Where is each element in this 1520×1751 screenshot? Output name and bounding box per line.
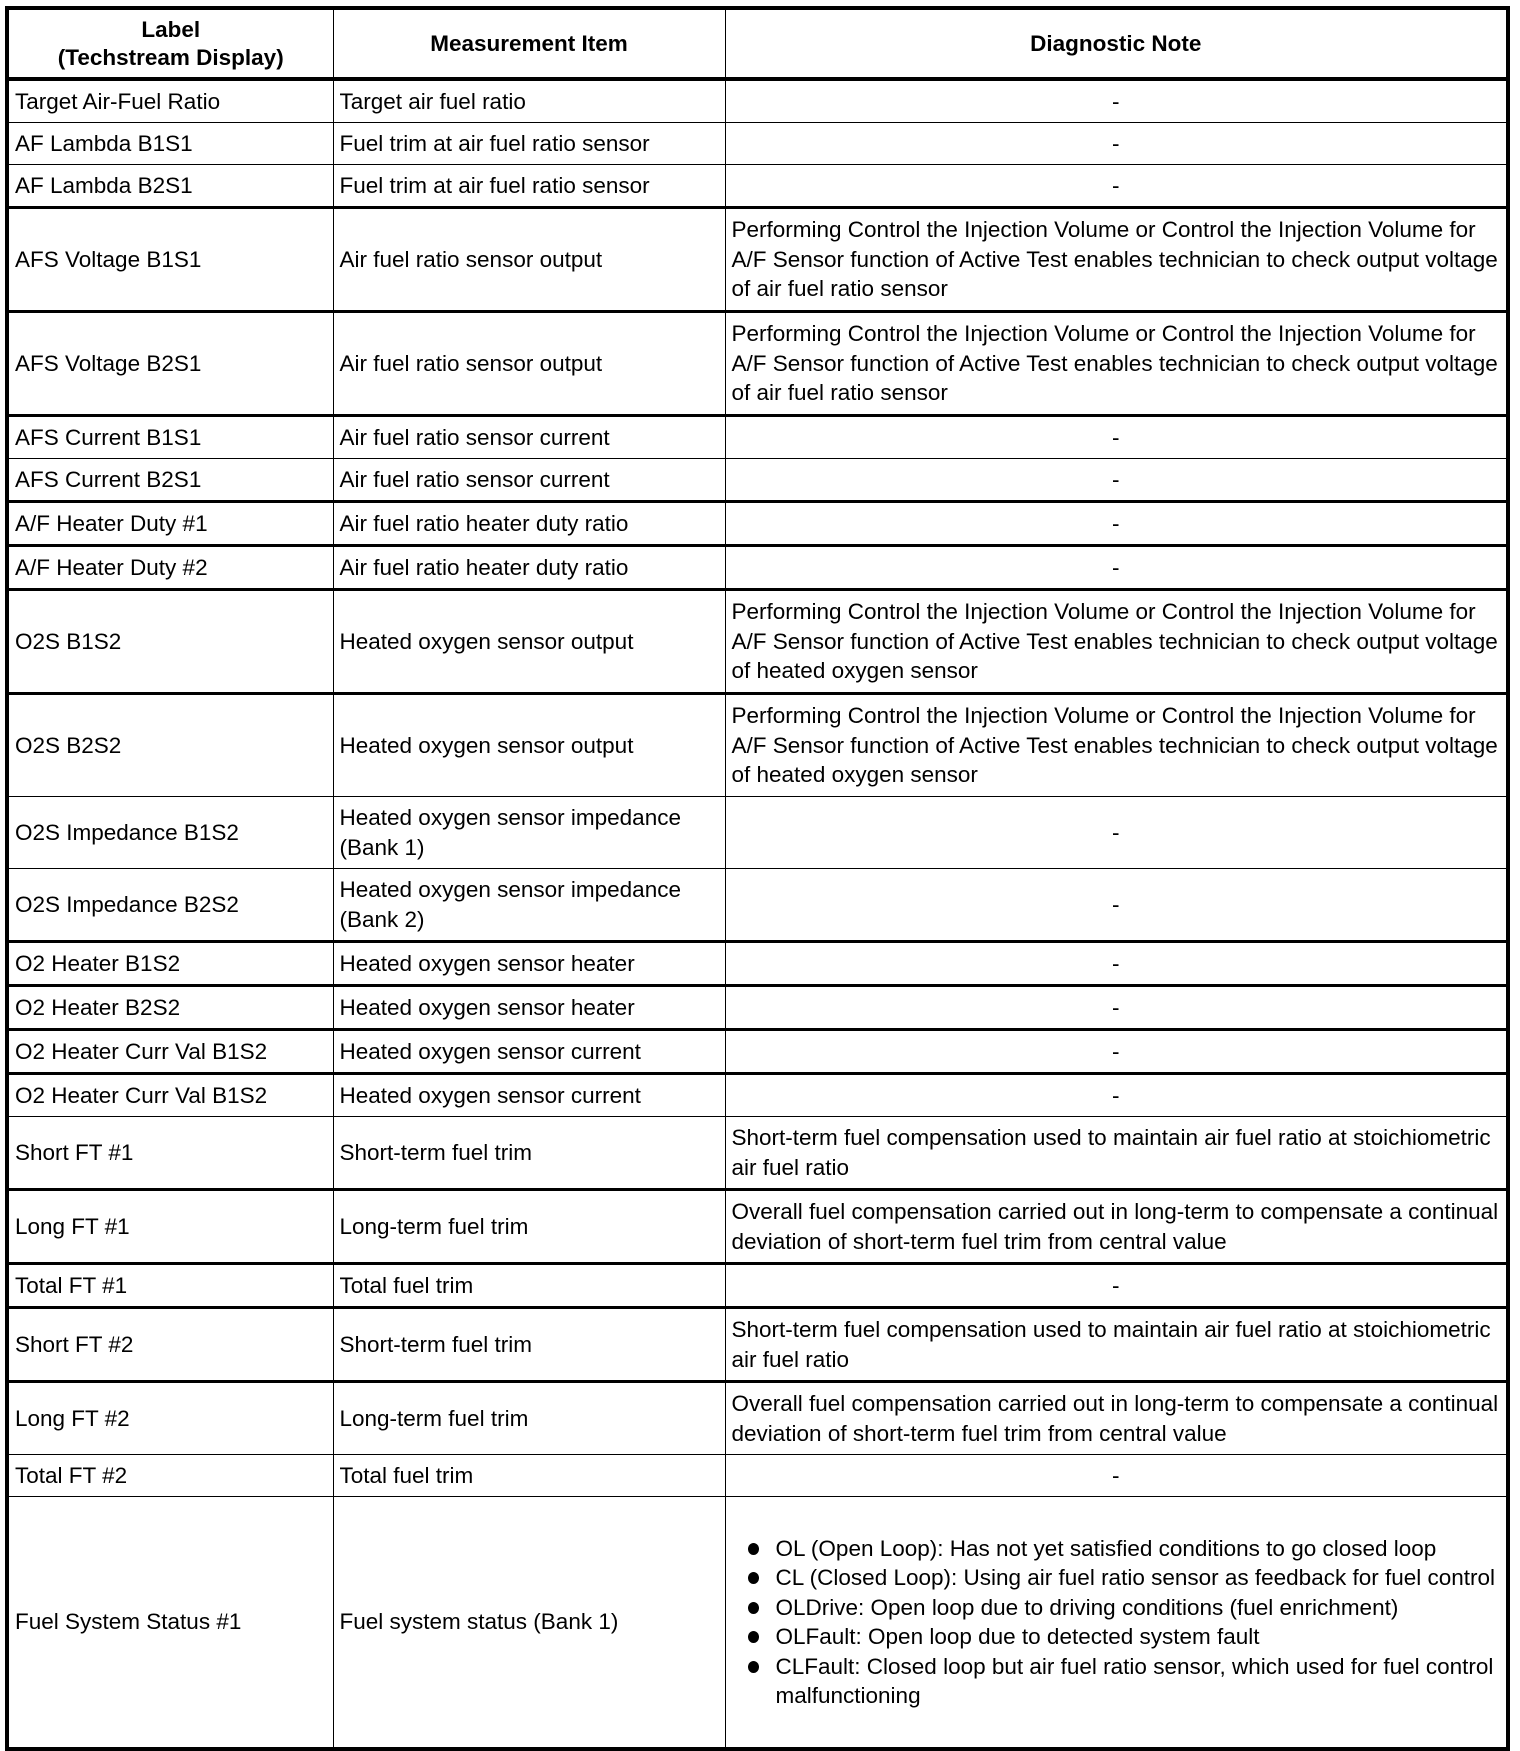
table-row	[7, 869, 1508, 942]
cell-diagnostic-note: -	[725, 416, 1508, 459]
bullet-icon	[748, 1631, 759, 1643]
table-row	[7, 1308, 1508, 1382]
table-row	[7, 312, 1508, 416]
cell-measurement-item: Total fuel trim	[333, 1455, 725, 1497]
cell-label: O2 Heater Curr Val B1S2	[7, 1030, 333, 1074]
cell-diagnostic-note: Short-term fuel compensation used to maintain air fuel ratio at stoichiometric air fuel ratio	[725, 1117, 1508, 1190]
cell-label: Short FT #2	[7, 1308, 333, 1382]
document-page	[5, 6, 1506, 1751]
table-row	[7, 1382, 1508, 1455]
bullet-item: OL (Open Loop): Has not yet satisfied conditions to go closed loop	[748, 1534, 1501, 1564]
cell-diagnostic-note: Performing Control the Injection Volume or Control the Injection Volume for A/F Sensor function of Active Test enables technician to check output voltage of air fuel ratio sensor	[725, 312, 1508, 416]
bullet-item: CLFault: Closed loop but air fuel ratio sensor, which used for fuel control malfunctioning	[748, 1652, 1501, 1711]
table-row	[7, 79, 1508, 123]
cell-diagnostic-note: -	[725, 797, 1508, 869]
data-list-table	[5, 6, 1510, 1751]
cell-label: Total FT #1	[7, 1264, 333, 1308]
bullet-icon	[748, 1572, 759, 1584]
cell-label: O2S B2S2	[7, 694, 333, 797]
cell-measurement-item: Air fuel ratio sensor output	[333, 312, 725, 416]
table-row	[7, 502, 1508, 546]
cell-label: O2 Heater B2S2	[7, 986, 333, 1030]
table-row	[7, 1455, 1508, 1497]
table-row	[7, 1264, 1508, 1308]
cell-diagnostic-note: -	[725, 986, 1508, 1030]
cell-measurement-item: Heated oxygen sensor output	[333, 590, 725, 694]
cell-measurement-item: Air fuel ratio heater duty ratio	[333, 546, 725, 590]
cell-measurement-item: Air fuel ratio sensor current	[333, 416, 725, 459]
cell-label: AF Lambda B2S1	[7, 165, 333, 208]
cell-diagnostic-note: -	[725, 502, 1508, 546]
cell-label: Long FT #1	[7, 1190, 333, 1264]
cell-label: O2S Impedance B2S2	[7, 869, 333, 942]
cell-measurement-item: Short-term fuel trim	[333, 1308, 725, 1382]
cell-measurement-item: Air fuel ratio sensor output	[333, 208, 725, 312]
table-row	[7, 694, 1508, 797]
cell-label: Long FT #2	[7, 1382, 333, 1455]
cell-diagnostic-note: Overall fuel compensation carried out in long-term to compensate a continual deviation of short-term fuel trim from central value	[725, 1382, 1508, 1455]
table-row	[7, 797, 1508, 869]
cell-diagnostic-note: -	[725, 165, 1508, 208]
bullet-item: CL (Closed Loop): Using air fuel ratio sensor as feedback for fuel control	[748, 1563, 1501, 1593]
cell-label: AFS Current B1S1	[7, 416, 333, 459]
fuel-status-bullet-list	[732, 1534, 1501, 1711]
cell-diagnostic-note: -	[725, 1455, 1508, 1497]
cell-measurement-item: Target air fuel ratio	[333, 79, 725, 123]
cell-diagnostic-note: -	[725, 546, 1508, 590]
cell-diagnostic-note: -	[725, 869, 1508, 942]
table-row	[7, 416, 1508, 459]
cell-diagnostic-note: -	[725, 123, 1508, 165]
cell-label: O2S B1S2	[7, 590, 333, 694]
table-row	[7, 1030, 1508, 1074]
cell-label: AF Lambda B1S1	[7, 123, 333, 165]
table-row	[7, 123, 1508, 165]
cell-measurement-item: Long-term fuel trim	[333, 1190, 725, 1264]
cell-label: Fuel System Status #1	[7, 1497, 333, 1750]
cell-measurement-item: Heated oxygen sensor current	[333, 1074, 725, 1117]
bullet-icon	[748, 1661, 759, 1673]
cell-diagnostic-note: -	[725, 1074, 1508, 1117]
table-row	[7, 590, 1508, 694]
cell-diagnostic-note: Performing Control the Injection Volume or Control the Injection Volume for A/F Sensor function of Active Test enables technician to check output voltage of heated oxygen sensor	[725, 590, 1508, 694]
bullet-item: OLFault: Open loop due to detected system fault	[748, 1622, 1501, 1652]
cell-diagnostic-note: -	[725, 1030, 1508, 1074]
table-row	[7, 546, 1508, 590]
cell-measurement-item: Fuel system status (Bank 1)	[333, 1497, 725, 1750]
table-header-row	[7, 8, 1508, 79]
cell-measurement-item: Fuel trim at air fuel ratio sensor	[333, 165, 725, 208]
cell-label: A/F Heater Duty #2	[7, 546, 333, 590]
cell-diagnostic-note: -	[725, 1264, 1508, 1308]
table-row	[7, 1497, 1508, 1750]
cell-measurement-item: Heated oxygen sensor heater	[333, 942, 725, 986]
header-label-line1: Label	[141, 16, 201, 42]
cell-label: AFS Voltage B1S1	[7, 208, 333, 312]
table-row	[7, 986, 1508, 1030]
cell-diagnostic-note: -	[725, 942, 1508, 986]
cell-diagnostic-note: -	[725, 79, 1508, 123]
cell-measurement-item: Total fuel trim	[333, 1264, 725, 1308]
cell-label: AFS Voltage B2S1	[7, 312, 333, 416]
cell-label: O2S Impedance B1S2	[7, 797, 333, 869]
cell-label: O2 Heater Curr Val B1S2	[7, 1074, 333, 1117]
cell-label: Total FT #2	[7, 1455, 333, 1497]
bullet-icon	[748, 1602, 759, 1614]
header-label-line2: (Techstream Display)	[57, 44, 284, 70]
table-body	[7, 79, 1508, 1749]
cell-label: O2 Heater B1S2	[7, 942, 333, 986]
cell-measurement-item: Heated oxygen sensor impedance (Bank 2)	[333, 869, 725, 942]
cell-measurement-item: Fuel trim at air fuel ratio sensor	[333, 123, 725, 165]
header-measurement-item: Measurement Item	[333, 8, 725, 79]
table-row	[7, 1117, 1508, 1190]
cell-measurement-item: Long-term fuel trim	[333, 1382, 725, 1455]
cell-label: A/F Heater Duty #1	[7, 502, 333, 546]
cell-diagnostic-note: Short-term fuel compensation used to maintain air fuel ratio at stoichiometric air fuel ratio	[725, 1308, 1508, 1382]
cell-diagnostic-note: Performing Control the Injection Volume or Control the Injection Volume for A/F Sensor function of Active Test enables technician to check output voltage of air fuel ratio sensor	[725, 208, 1508, 312]
bullet-item: OLDrive: Open loop due to driving conditions (fuel enrichment)	[748, 1593, 1501, 1623]
cell-diagnostic-note: Overall fuel compensation carried out in long-term to compensate a continual deviation of short-term fuel trim from central value	[725, 1190, 1508, 1264]
cell-measurement-item: Air fuel ratio heater duty ratio	[333, 502, 725, 546]
cell-measurement-item: Heated oxygen sensor impedance (Bank 1)	[333, 797, 725, 869]
cell-diagnostic-note	[725, 1497, 1508, 1750]
cell-measurement-item: Short-term fuel trim	[333, 1117, 725, 1190]
table-row	[7, 208, 1508, 312]
table-row	[7, 459, 1508, 502]
bullet-icon	[748, 1543, 759, 1555]
cell-measurement-item: Heated oxygen sensor heater	[333, 986, 725, 1030]
cell-measurement-item: Heated oxygen sensor output	[333, 694, 725, 797]
cell-label: Short FT #1	[7, 1117, 333, 1190]
cell-label: Target Air-Fuel Ratio	[7, 79, 333, 123]
table-row	[7, 165, 1508, 208]
cell-diagnostic-note: Performing Control the Injection Volume or Control the Injection Volume for A/F Sensor function of Active Test enables technician to check output voltage of heated oxygen sensor	[725, 694, 1508, 797]
cell-measurement-item: Air fuel ratio sensor current	[333, 459, 725, 502]
header-diagnostic-note: Diagnostic Note	[725, 8, 1508, 79]
table-row	[7, 1190, 1508, 1264]
header-label	[7, 8, 333, 79]
cell-label: AFS Current B2S1	[7, 459, 333, 502]
cell-measurement-item: Heated oxygen sensor current	[333, 1030, 725, 1074]
table-row	[7, 942, 1508, 986]
table-row	[7, 1074, 1508, 1117]
cell-diagnostic-note: -	[725, 459, 1508, 502]
